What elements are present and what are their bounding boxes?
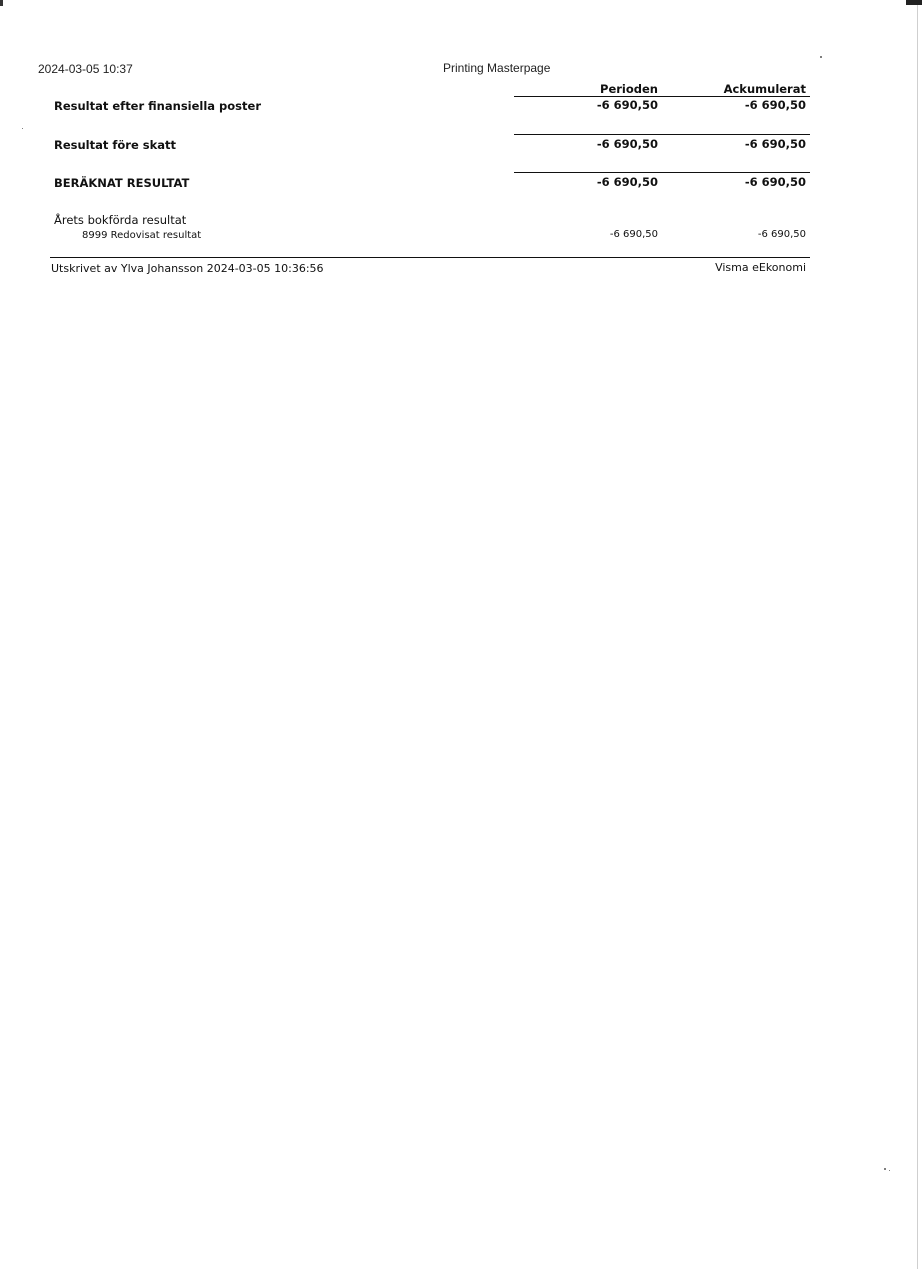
booked-result-heading: Årets bokförda resultat — [54, 213, 187, 227]
scan-speck — [820, 56, 822, 58]
row-value-accumulated: -6 690,50 — [744, 98, 806, 112]
column-rule-period — [514, 96, 660, 97]
column-rule-accumulated — [660, 96, 810, 97]
account-value-period: -6 690,50 — [609, 229, 658, 240]
row-value-accumulated: -6 690,50 — [744, 137, 806, 151]
row-label-before-tax: Resultat före skatt — [54, 138, 177, 152]
print-timestamp: 2024-03-05 10:37 — [38, 62, 133, 76]
scan-speck — [889, 1170, 890, 1171]
section-rule — [514, 172, 810, 173]
column-header-period: Perioden — [600, 82, 658, 96]
account-value-accumulated: -6 690,50 — [757, 229, 806, 240]
printed-by-text: Utskrivet av Ylva Johansson 2024-03-05 10:36:56 — [51, 262, 324, 275]
scan-corner-mark — [0, 0, 3, 6]
software-name: Visma eEkonomi — [715, 261, 806, 274]
scan-speck — [22, 128, 23, 129]
scan-speck — [884, 1168, 886, 1170]
row-value-period: -6 690,50 — [596, 98, 658, 112]
footer-rule — [50, 257, 810, 258]
row-value-accumulated: -6 690,50 — [744, 175, 806, 189]
scan-corner-mark — [906, 0, 922, 5]
column-header-accumulated: Ackumulerat — [723, 82, 806, 96]
row-value-period: -6 690,50 — [596, 175, 658, 189]
page-title: Printing Masterpage — [443, 61, 551, 75]
row-label-calculated-result: BERÄKNAT RESULTAT — [54, 176, 190, 190]
section-rule — [514, 134, 810, 135]
row-value-period: -6 690,50 — [596, 137, 658, 151]
row-label-financial: Resultat efter finansiella poster — [54, 99, 261, 113]
account-row-label: 8999 Redovisat resultat — [82, 230, 202, 241]
scan-edge — [917, 0, 918, 1269]
